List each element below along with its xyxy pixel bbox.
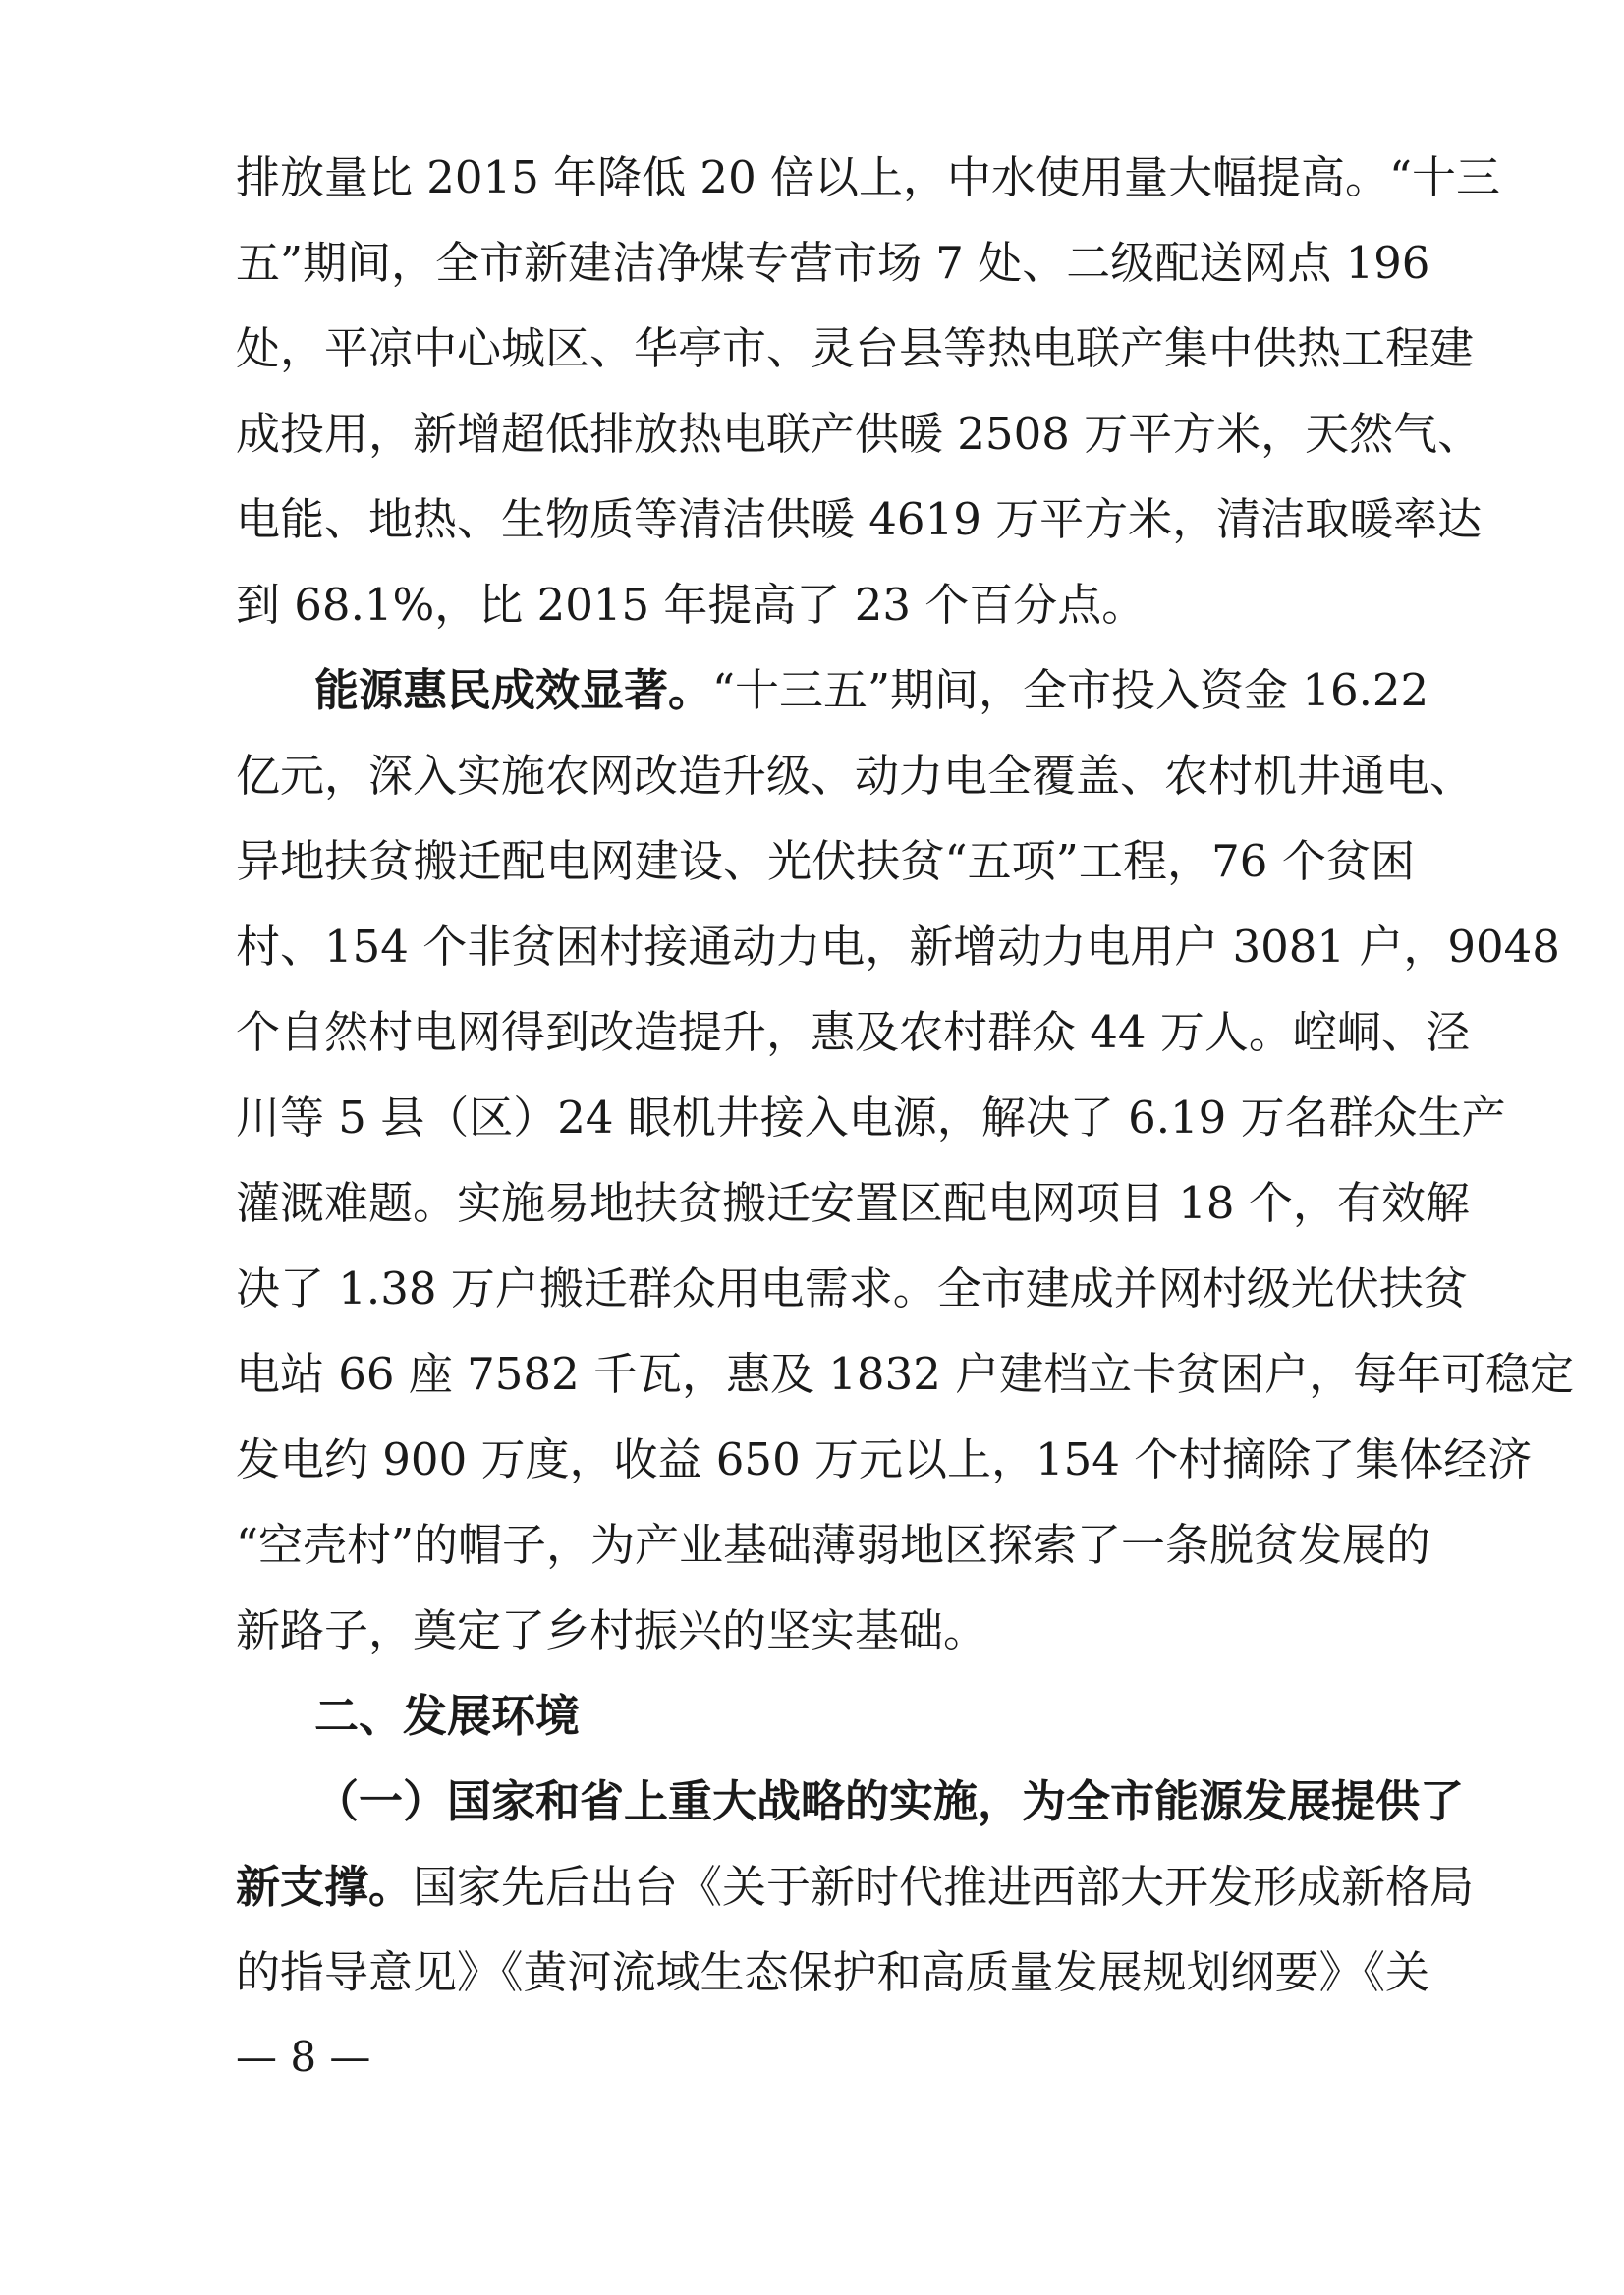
- text-line: 新路子，奠定了乡村振兴的坚实基础。: [236, 1604, 988, 1656]
- text-line-rest: 国家先后出台《关于新时代推进西部大开发形成新格局: [413, 1861, 1475, 1913]
- text-line: [314, 663, 1429, 718]
- text-line: 成投用，新增超低排放热电联产供暖 2508 万平方米，天然气、: [236, 408, 1483, 460]
- text-line: 灌溉难题。实施易地扶贫搬迁安置区配电网项目 18 个，有效解: [236, 1177, 1470, 1229]
- text-line: 排放量比 2015 年降低 20 倍以上，中水使用量大幅提高。“十三: [236, 151, 1501, 203]
- paragraph-lead: 能源惠民成效显著。: [314, 664, 713, 716]
- text-line: 五”期间，全市新建洁净煤专营市场 7 处、二级配送网点 196: [236, 237, 1430, 289]
- text-line: “空壳村”的帽子，为产业基础薄弱地区探索了一条脱贫发展的: [236, 1519, 1431, 1571]
- text-line: 村、154 个非贫困村接通动力电，新增动力电用户 3081 户，9048: [236, 921, 1560, 973]
- text-line: 异地扶贫搬迁配电网建设、光伏扶贫“五项”工程，76 个贫困: [236, 835, 1415, 887]
- subsection-heading-end: 新支撑。: [236, 1861, 414, 1913]
- paragraph-lead-rest: “十三五”期间，全市投入资金 16.22: [712, 664, 1429, 716]
- text-line: 亿元，深入实施农网改造升级、动力电全覆盖、农村机井通电、: [236, 750, 1475, 802]
- text-line: 处，平凉中心城区、华亭市、灵台县等热电联产集中供热工程建: [236, 322, 1475, 374]
- page-number: — 8 —: [236, 2033, 371, 2081]
- text-line: 个自然村电网得到改造提升，惠及农村群众 44 万人。崆峒、泾: [236, 1006, 1470, 1058]
- subsection-heading: （一）国家和省上重大战略的实施，为全市能源发展提供了: [314, 1775, 1465, 1827]
- text-line: 决了 1.38 万户搬迁群众用电需求。全市建成并网村级光伏扶贫: [236, 1262, 1468, 1315]
- text-line: 电站 66 座 7582 千瓦，惠及 1832 户建档立卡贫困户，每年可稳定: [236, 1348, 1575, 1400]
- text-line: 发电约 900 万度，收益 650 万元以上，154 个村摘除了集体经济: [236, 1433, 1533, 1485]
- section-heading: 二、发展环境: [314, 1690, 581, 1742]
- text-line: 川等 5 县（区）24 眼机井接入电源，解决了 6.19 万名群众生产: [236, 1092, 1506, 1144]
- text-line: 到 68.1%，比 2015 年提高了 23 个百分点。: [236, 579, 1147, 631]
- text-line: 电能、地热、生物质等清洁供暖 4619 万平方米，清洁取暖率达: [236, 493, 1483, 545]
- text-line: 的指导意见》《黄河流域生态保护和高质量发展规划纲要》《关: [236, 1946, 1430, 1998]
- text-line: [236, 1860, 1475, 1915]
